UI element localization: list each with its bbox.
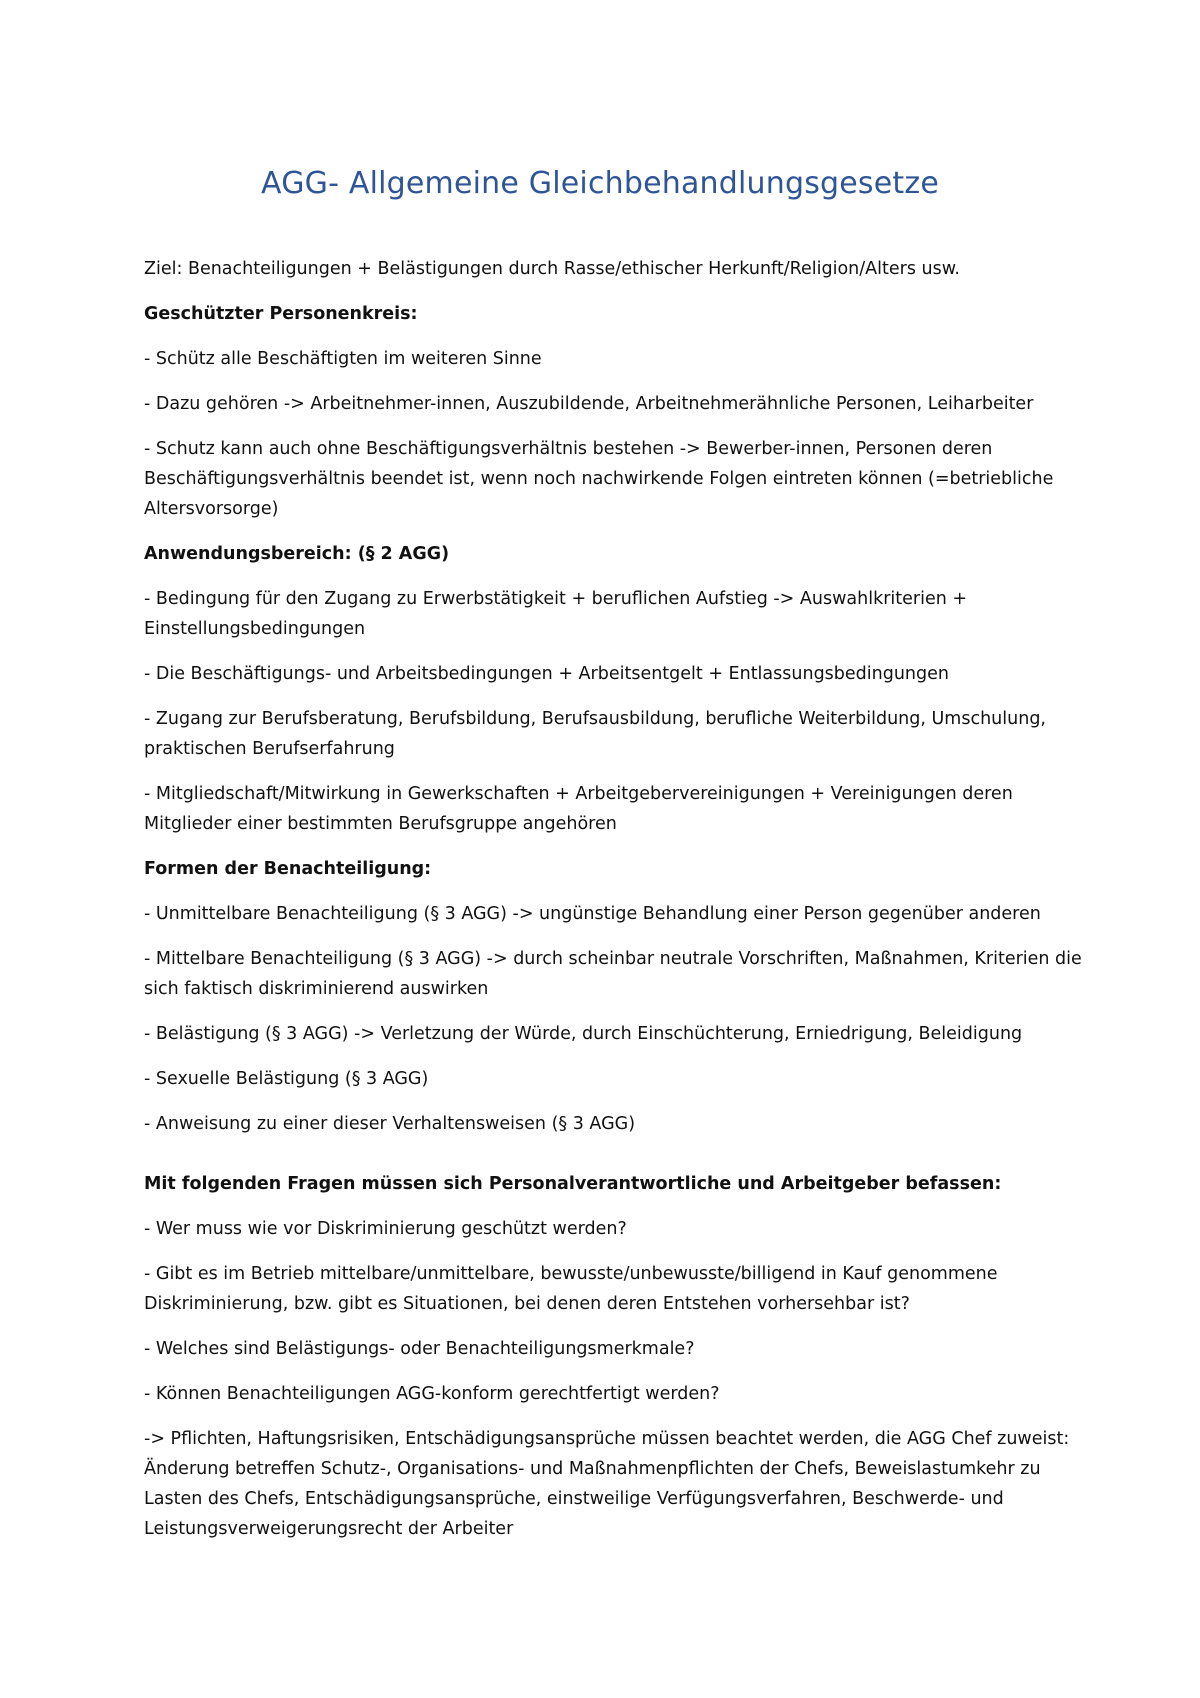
document-body — [144, 254, 1084, 1559]
list-item: - Sexuelle Belästigung (§ 3 AGG) — [144, 1069, 429, 1089]
list-item: - Schütz alle Beschäftigten im weiteren Sinne — [144, 349, 542, 369]
section-heading-discrimination-forms: Formen der Benachteiligung: — [144, 859, 432, 879]
document-title: AGG- Allgemeine Gleichbehandlungsgesetze — [261, 166, 939, 201]
list-item: - Zugang zur Berufsberatung, Berufsbildung, Berufsausbildung, berufliche Weiterbildung, Umschulung, praktischen Berufserfahrung — [144, 709, 1046, 759]
section-heading-questions: Mit folgenden Fragen müssen sich Personalverantwortliche und Arbeitgeber befassen: — [144, 1174, 1002, 1194]
list-item: - Anweisung zu einer dieser Verhaltensweisen (§ 3 AGG) — [144, 1114, 636, 1134]
list-item: - Schutz kann auch ohne Beschäftigungsverhältnis bestehen -> Bewerber-innen, Personen deren Beschäftigungsverhältnis beendet ist, wenn noch nachwirkende Folgen eintreten können (=betriebliche Altersvorsorge) — [144, 439, 1054, 519]
list-item: - Können Benachteiligungen AGG-konform gerechtfertigt werden? — [144, 1384, 720, 1404]
section-heading-scope: Anwendungsbereich: (§ 2 AGG) — [144, 544, 450, 564]
list-item: - Wer muss wie vor Diskriminierung geschützt werden? — [144, 1219, 627, 1239]
list-item: - Mittelbare Benachteiligung (§ 3 AGG) -> durch scheinbar neutrale Vorschriften, Maßnahmen, Kriterien die sich faktisch diskriminierend auswirken — [144, 949, 1082, 999]
list-item: - Dazu gehören -> Arbeitnehmer-innen, Auszubildende, Arbeitnehmerähnliche Personen, Leiharbeiter — [144, 394, 1034, 414]
goal-paragraph: Ziel: Benachteiligungen + Belästigungen durch Rasse/ethischer Herkunft/Religion/Alters usw. — [144, 259, 960, 279]
conclusion-paragraph: -> Pflichten, Haftungsrisiken, Entschädigungsansprüche müssen beachtet werden, die AGG Chef zuweist: Änderung betreffen Schutz-, Organisations- und Maßnahmenpflichten der Chefs, Beweislastumkehr zu Lasten des Chefs, Entschädigungsansprüche, einstweilige Verfügungsverfahren, Beschwerde- und Leistungsverweigerungsrecht der Arbeiter — [144, 1429, 1070, 1539]
list-item: - Unmittelbare Benachteiligung (§ 3 AGG) -> ungünstige Behandlung einer Person gegenüber anderen — [144, 904, 1041, 924]
list-item: - Welches sind Belästigungs- oder Benachteiligungsmerkmale? — [144, 1339, 695, 1359]
section-heading-protected-persons: Geschützter Personenkreis: — [144, 304, 418, 324]
list-item: - Belästigung (§ 3 AGG) -> Verletzung der Würde, durch Einschüchterung, Erniedrigung, Beleidigung — [144, 1024, 1023, 1044]
list-item: - Die Beschäftigungs- und Arbeitsbedingungen + Arbeitsentgelt + Entlassungsbedingungen — [144, 664, 949, 684]
list-item: - Bedingung für den Zugang zu Erwerbstätigkeit + beruflichen Aufstieg -> Auswahlkriterien + Einstellungsbedingungen — [144, 589, 968, 639]
list-item: - Gibt es im Betrieb mittelbare/unmittelbare, bewusste/unbewusste/billigend in Kauf genommene Diskriminierung, bzw. gibt es Situationen, bei denen deren Entstehen vorhersehbar ist? — [144, 1264, 998, 1314]
list-item: - Mitgliedschaft/Mitwirkung in Gewerkschaften + Arbeitgebervereinigungen + Vereinigungen deren Mitglieder einer bestimmten Berufsgruppe angehören — [144, 784, 1013, 834]
